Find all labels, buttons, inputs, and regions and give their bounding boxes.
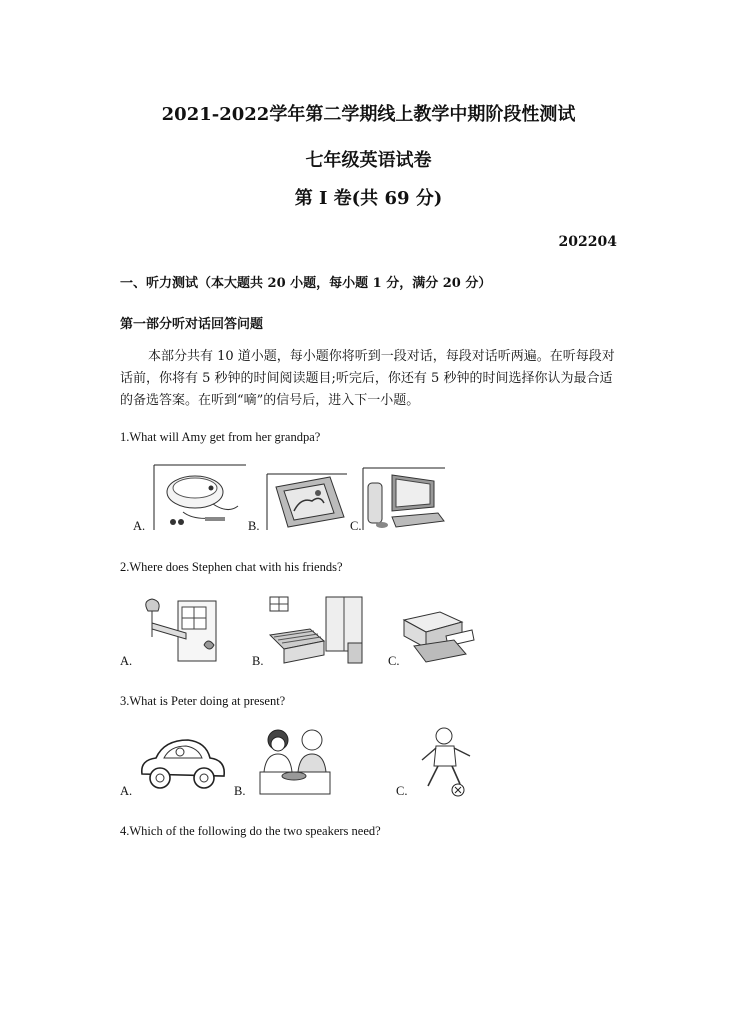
- computer-image: [362, 467, 446, 531]
- car-image: [136, 736, 228, 794]
- part-heading: 第一部分听对话回答问题: [120, 317, 264, 332]
- q3-option-a[interactable]: A.: [120, 784, 133, 798]
- bedroom-image: [266, 595, 364, 667]
- cooking-image: [256, 726, 332, 798]
- q3-option-b[interactable]: B.: [234, 784, 246, 798]
- q2-option-c[interactable]: C.: [388, 654, 400, 668]
- question-3: 3.What is Peter doing at present?: [120, 694, 286, 708]
- exam-title: 2021-2022学年第二学期线上教学中期阶段性测试: [161, 104, 576, 125]
- question-1: 1.What will Amy get from her grandpa?: [120, 430, 321, 444]
- q2-option-b[interactable]: B.: [252, 654, 264, 668]
- garden-image: [138, 597, 220, 667]
- q1-option-a[interactable]: A.: [133, 519, 146, 533]
- question-2: 2.Where does Stephen chat with his friends?: [120, 560, 343, 574]
- cd-player-image: [153, 464, 247, 531]
- exam-subtitle: 七年级英语试卷: [305, 150, 432, 171]
- question-4: 4.Which of the following do the two speakers need?: [120, 824, 381, 838]
- instructions: 本部分共有 10 道小题，每小题你将听到一段对话，每段对话听两遍。在听每段对话前，你将有 5 秒钟的时间阅读题目;听完后，你还有 5 秒钟的时间选择你认为最合适的备选答案。在听到“嘀”的信号后，进入下一小题。: [120, 349, 615, 408]
- exam-volume: 第 I 卷(共 69 分): [294, 188, 443, 209]
- q3-option-c[interactable]: C.: [396, 784, 408, 798]
- q1-option-b[interactable]: B.: [248, 519, 260, 533]
- living-room-image: [400, 600, 476, 666]
- section-heading: 一、听力测试（本大题共 20 小题，每小题 1 分，满分 20 分）: [120, 276, 492, 291]
- football-image: [414, 726, 482, 798]
- exam-date: 202204: [558, 234, 617, 250]
- photo-frame-image: [266, 473, 348, 531]
- q1-option-c[interactable]: C.: [350, 519, 362, 533]
- q2-option-a[interactable]: A.: [120, 654, 133, 668]
